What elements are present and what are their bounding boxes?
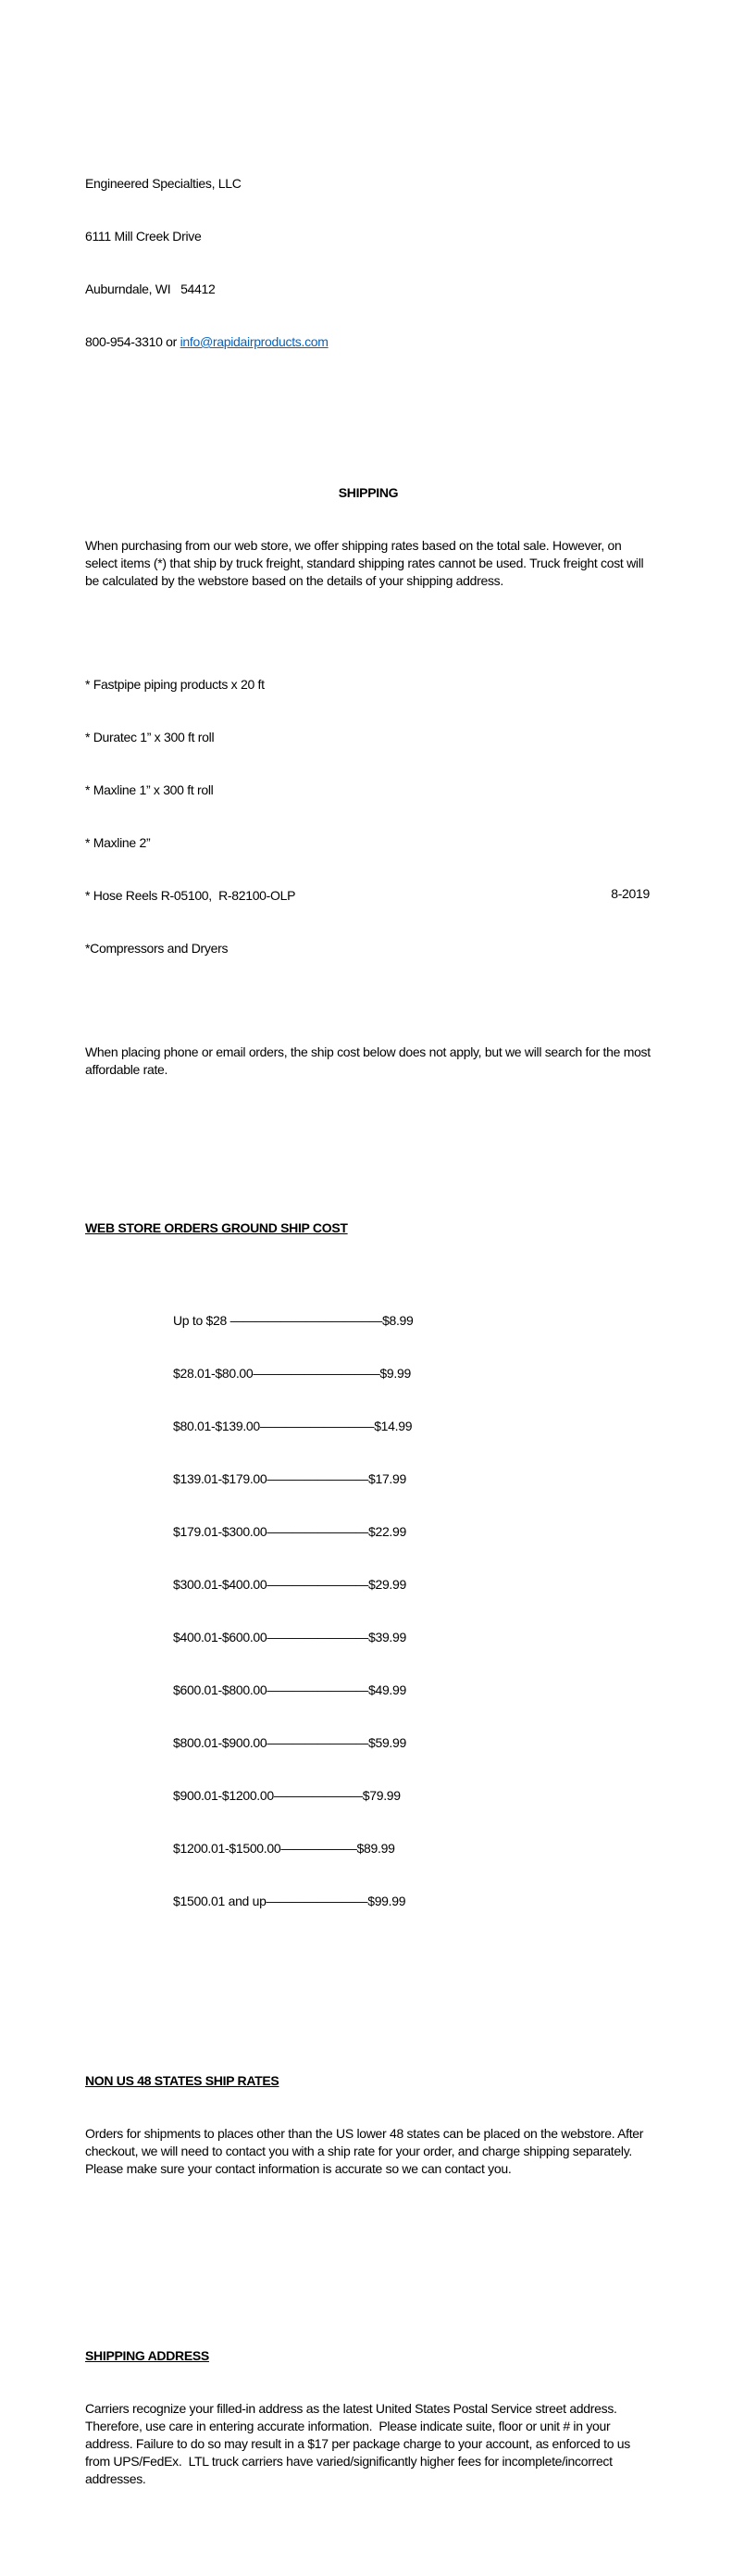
truck-freight-item: * Fastpipe piping products x 20 ft (85, 677, 265, 692)
company-contact-line (85, 333, 651, 351)
shipping-intro-paragraph: When purchasing from our web store, we offer shipping rates based on the total sale. However, on select items (*) that ship by truck freight, standard shipping rates cannot be used. Truck freight cost will be calculated by the webstore based on the details of your shipping address. (85, 538, 647, 588)
company-name: Engineered Specialties, LLC (85, 176, 242, 191)
shipping-address-heading: SHIPPING ADDRESS (85, 2348, 209, 2363)
ship-rate-row: $1500.01 and up————————$99.99 (173, 1894, 406, 1908)
ship-rate-row: $300.01-$400.00————————$29.99 (173, 1577, 406, 1592)
ship-rate-row: $600.01-$800.00————————$49.99 (173, 1682, 406, 1697)
non-us-section (85, 2033, 651, 2213)
document-content (85, 87, 654, 2576)
truck-freight-item: * Maxline 2” (85, 835, 151, 850)
ship-rate-row: $800.01-$900.00————————$59.99 (173, 1735, 406, 1750)
ground-ship-section (85, 1167, 651, 1981)
truck-freight-item: * Duratec 1” x 300 ft roll (85, 730, 215, 744)
ship-rate-row: $28.01-$80.00——————————$9.99 (173, 1366, 411, 1381)
ship-rate-row: $1200.01-$1500.00——————$89.99 (173, 1841, 395, 1856)
phone-order-note: When placing phone or email orders, the ship cost below does not apply, but we will search for the most affordable rate. (85, 1044, 654, 1077)
company-phone: 800-954-3310 (85, 334, 163, 349)
ship-rate-row: $900.01-$1200.00———————$79.99 (173, 1788, 401, 1803)
shipping-address-section (85, 2266, 651, 2523)
ship-rate-row: $139.01-$179.00————————$17.99 (173, 1471, 406, 1486)
ship-rate-row: $179.01-$300.00————————$22.99 (173, 1524, 406, 1539)
ship-rate-table (173, 1277, 651, 1945)
truck-freight-item: *Compressors and Dryers (85, 941, 229, 956)
email-link[interactable]: info@rapidairproducts.com (180, 334, 329, 349)
shipping-address-paragraph: Carriers recognize your filled-in address as the latest United States Postal Service street address. Therefore, use care in entering accurate information. Please indicate suite, floor or unit # in your address. Failure to do so may result in a $17 per package charge to your account, as enforced to us from UPS/FedEx. LTL truck carriers have varied/significantly higher fees for incomplete/incorrect addresses. (85, 2401, 634, 2486)
phone-email-separator: or (162, 334, 180, 349)
shipping-section-title: SHIPPING (338, 485, 399, 500)
company-address-line2: Auburndale, WI 54412 (85, 281, 216, 296)
truck-freight-item: * Hose Reels R-05100, R-82100-OLP (85, 888, 296, 903)
company-address-line1: 6111 Mill Creek Drive (85, 229, 202, 244)
non-us-paragraph: Orders for shipments to places other than the US lower 48 states can be placed on the webstore. After checkout, we will need to contact you with a ship rate for your order, and charge shipping separately. Please make sure your contact information is accurate so we can contact you. (85, 2126, 647, 2176)
shipping-section (85, 439, 654, 1114)
ship-rate-row: $80.01-$139.00—————————$14.99 (173, 1419, 413, 1433)
ground-ship-heading: WEB STORE ORDERS GROUND SHIP COST (85, 1220, 348, 1235)
ship-rate-row: Up to $28 ————————————$8.99 (173, 1313, 414, 1328)
company-header (85, 140, 651, 386)
ship-rate-row: $400.01-$600.00————————$39.99 (173, 1630, 406, 1644)
revision-date: 8-2019 (611, 886, 650, 901)
truck-freight-item: * Maxline 1” x 300 ft roll (85, 782, 214, 797)
non-us-heading: NON US 48 STATES SHIP RATES (85, 2073, 279, 2088)
truck-freight-item-list (85, 641, 651, 993)
